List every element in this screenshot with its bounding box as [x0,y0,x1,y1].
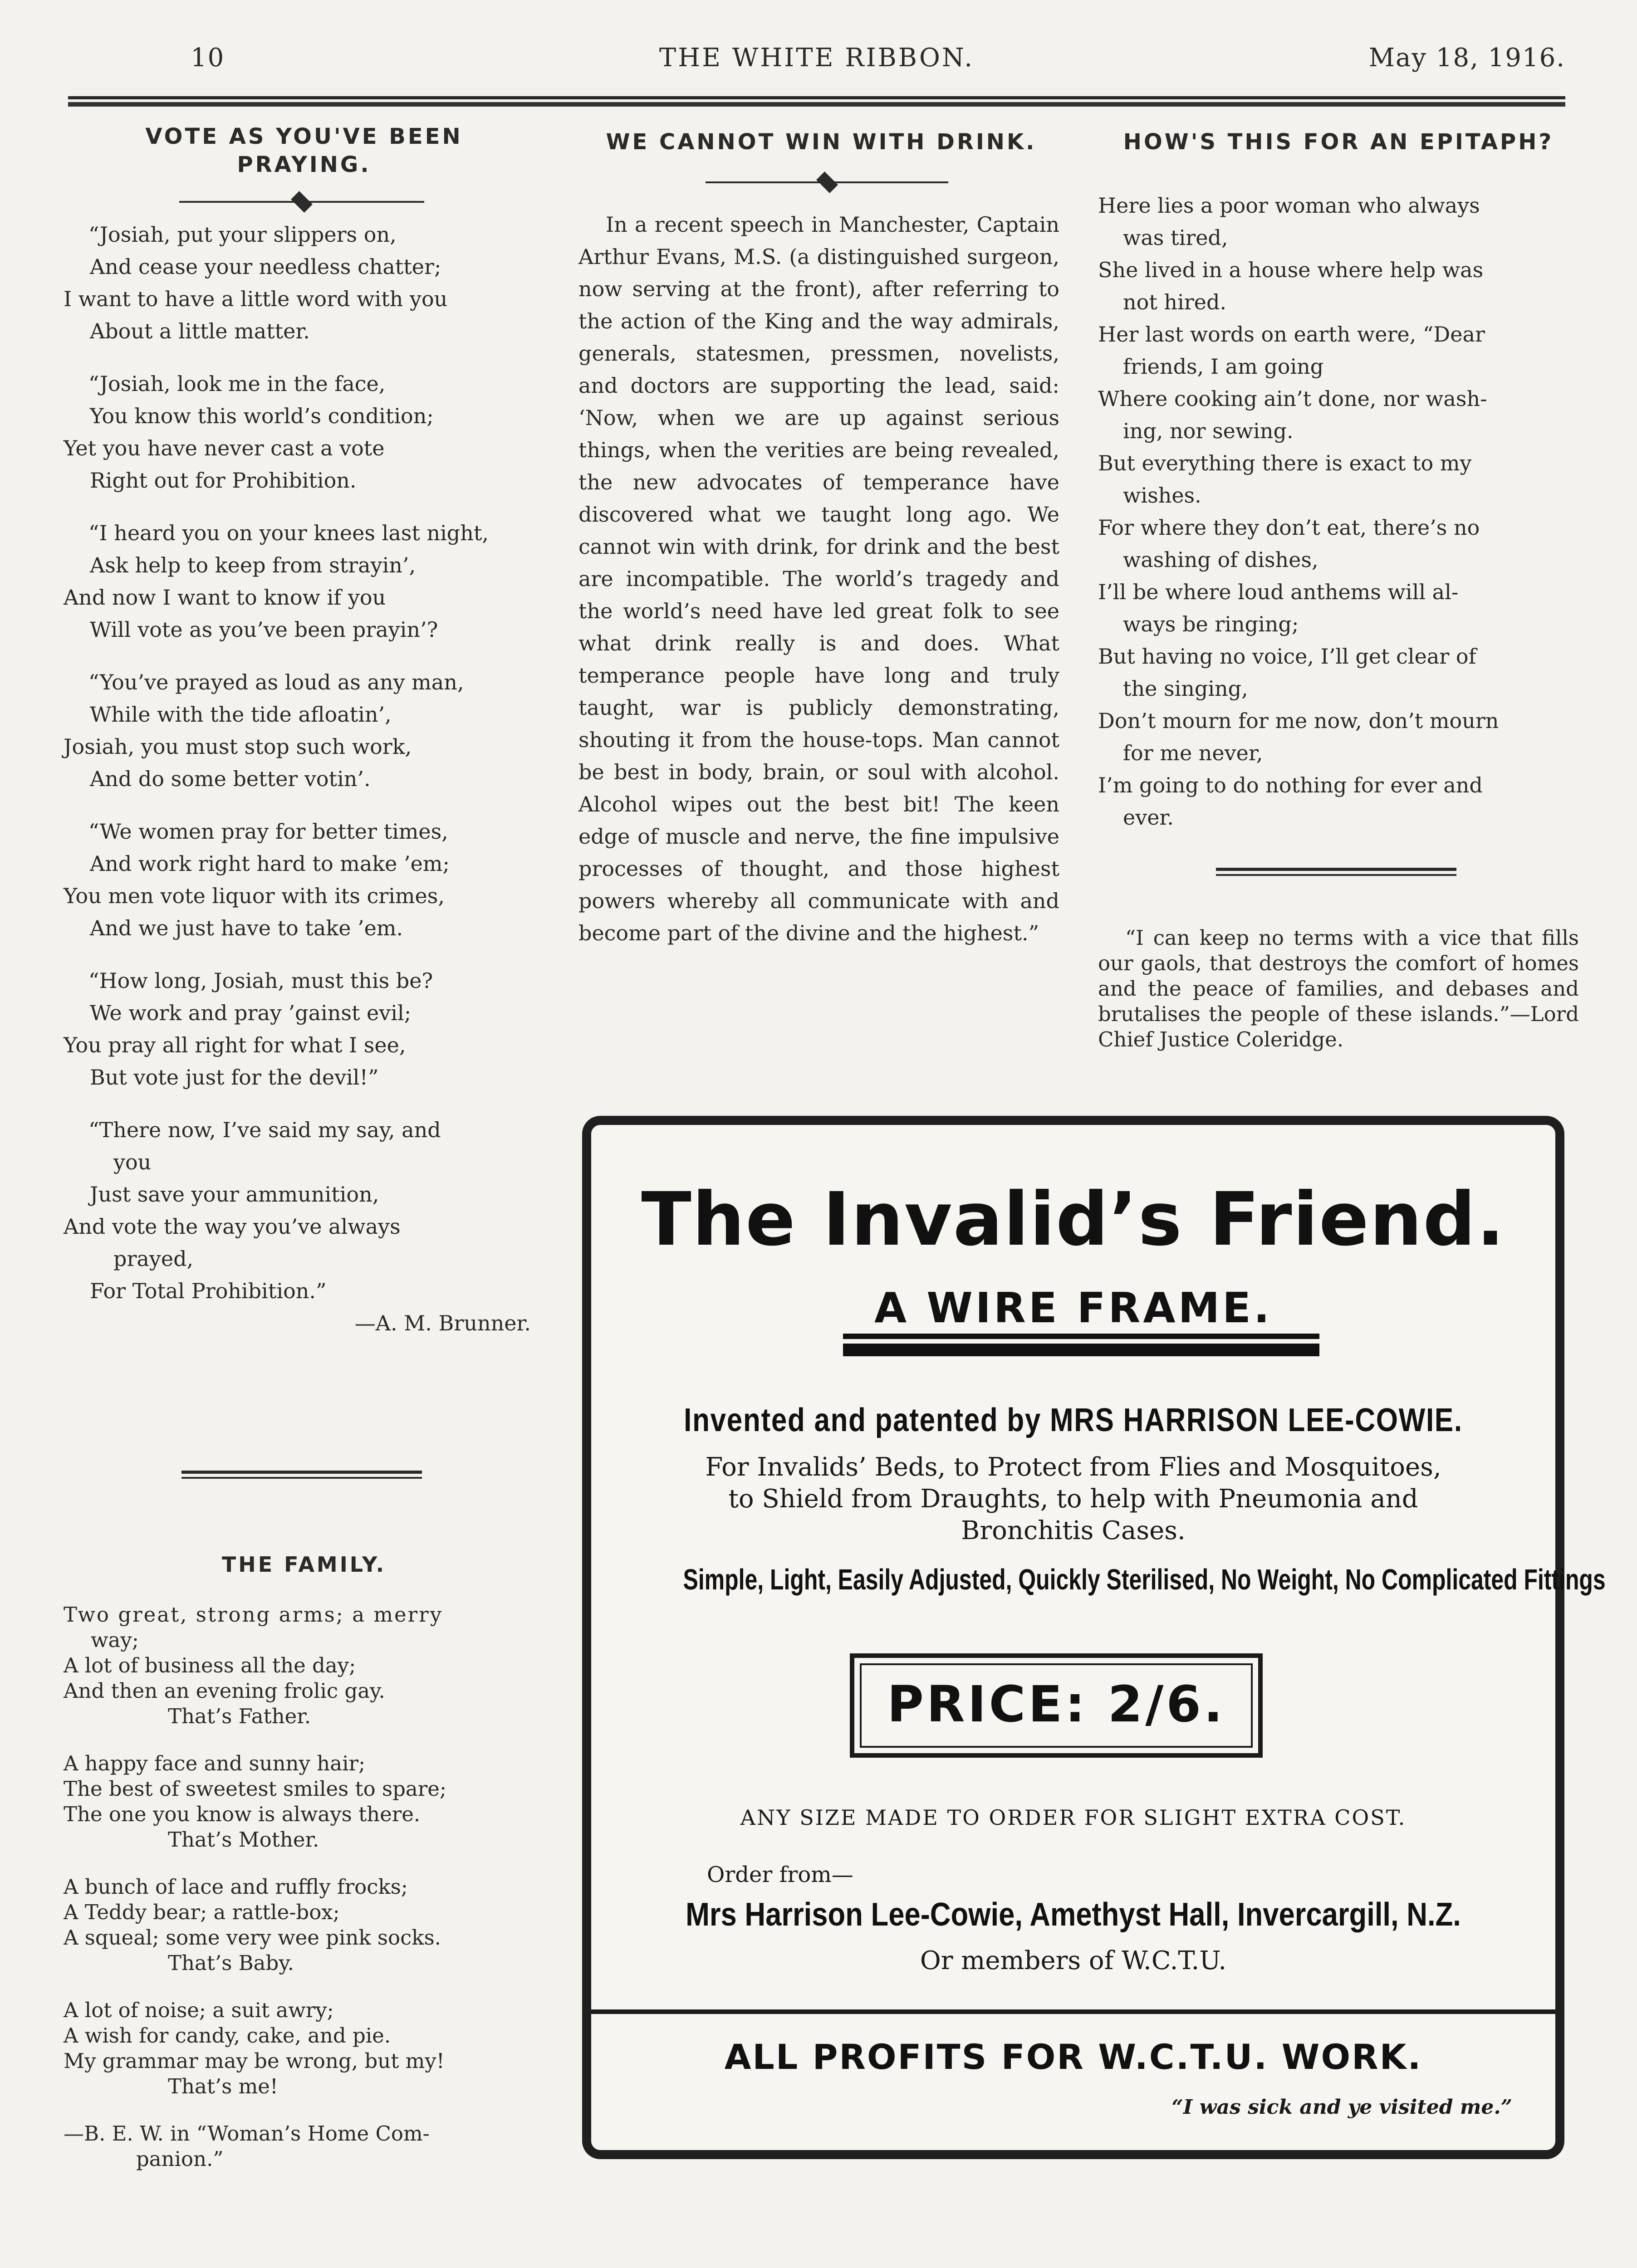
issue-date: May 18, 1916. [1368,43,1565,73]
advert-subtitle: A WIRE FRAME. [874,1284,1272,1332]
advert-motto: “I was sick and ye visited me.” [1171,2096,1512,2119]
section-rule [181,1471,422,1474]
drink-article-title: WE CANNOT WIN WITH DRINK. [606,129,1037,155]
ornament-divider [179,200,424,204]
family-poem-body: Two great, strong arms; a merry way; A lot of business all the day; And then an evening frolic gay. That’s Father. A happy face and sunny hair; The best of sweetest smiles to spare; The one you know is always there. That’s Mother. A bunch of lace and ruffly frocks; A Teddy bear; a rattle-box; A squeal; some very wee pink socks. That’s Baby. A lot of noise; a suit awry; A wish for candy, cake, and pie. My grammar may be wrong, but my! That’s me! —B. E. W. in “Woman’s Home Com- panion.” [64,1603,447,2171]
advert-profits: ALL PROFITS FOR W.C.T.U. WORK. [724,2037,1422,2077]
drink-article-body: In a recent speech in Manchester, Captain Arthur Evans, M.S. (a distinguished surgeon, now serving at the front), after referring to the action of the King and the way admirals, generals, statesmen, pressmen, novelists, and doctors are supporting the lead, said: ‘Now, when we are up against serious things, when the verities are being revealed, the new advocates of temperance have discovered what we taught long ago. We cannot win with drink, for drink and the best are incompatible. The world’s tragedy and the world’s need have led great folk to see what drink really is and does. What temperance people have long and truly taught, war is publicly demonstrating, shouting it from the house-tops. Man cannot be best in body, brain, or soul with alcohol. Alcohol wipes out the best bit! The keen edge of muscle and nerve, the fine impulsive processes of thought, and those highest powers whereby all communicate with and become part of the divine and the highest.” [578,212,1059,945]
vote-poem-body: “Josiah, put your slippers on, And cease your needless chatter; I want to have a little word with you About a little matter. “Josiah, look me in the face, You know this world’s condition; Yet you have never cast a vote Right out for Prohibition. “I heard you on your knees last night, Ask help to keep from strayin’, And now I want to know if you Will vote as you’ve been prayin’? “You’ve prayed as loud as any man, While with the tide afloatin’, Josiah, you must stop such work, And do some better votin’. “We women pray for better times, And work right hard to make ’em; You men vote liquor with its crimes, And we just have to take ’em. “How long, Josiah, must this be? We work and pray ’gainst evil; You pray all right for what I see, But vote just for the devil!” “There now, I’ve said my say, and you Just save your ammunition, And vote the way you’ve always prayed, For Total Prohibition.” —A. M. Brunner. [64,219,554,1339]
advert-title: The Invalid’s Friend. [641,1177,1505,1262]
masthead: THE WHITE RIBBON. [659,43,975,73]
price-box [850,1653,1263,1758]
advert-any-size: ANY SIZE MADE TO ORDER FOR SLIGHT EXTRA COST. [740,1805,1407,1830]
family-poem-title: THE FAMILY. [221,1552,387,1577]
advert-order-from: Order from— [707,1862,853,1887]
section-rule [1216,868,1456,871]
invalids-friend-advert [582,1116,1606,2159]
advert-address: Mrs Harrison Lee-Cowie, Amethyst Hall, Invercargill, N.Z. [686,1897,1461,1933]
advert-purpose: For Invalids’ Beds, to Protect from Flies and Mosquitoes, to Shield from Draughts, to help with Pneumonia and Bronchitis Cases. [705,1452,1441,1545]
header-rule [68,96,1565,108]
advert-inventor: Invented and patented by MRS HARRISON LEE-COWIE. [684,1402,1463,1438]
coleridge-quote: “I can keep no terms with a vice that fills our gaols, that destroys the comfort of homes and the peace of families, and debases and brutalises the people of these islands.”—Lord Chief Justice Coleridge. [1098,926,1579,1051]
page-number: 10 [191,43,225,73]
ornament-divider [706,180,948,185]
epitaph-body: Here lies a poor woman who always was tired, She lived in a house where help was not hired. Her last words on earth were, “Dear friends, I am going Where cooking ain’t done, nor wash- ing, nor sewing. But everything there is exact to my wishes. For where they don’t eat, there’s no washing of dishes, I’ll be where loud anthems will al- ways be ringing; But having no voice, I’ll get clear of the singing, Don’t mourn for me now, don’t mourn for me never, I’m going to do nothing for ever and ever. [1098,193,1499,830]
price-label: PRICE: 2/6. [887,1675,1225,1733]
vote-poem-author: —A. M. Brunner. [354,1311,531,1335]
advert-members: Or members of W.C.T.U. [920,1946,1227,1975]
advert-features: Simple, Light, Easily Adjusted, Quickly Sterilised, No Weight, No Complicated Fittings [683,1563,1606,1596]
epitaph-title: HOW'S THIS FOR AN EPITAPH? [1123,129,1554,155]
advert-divider [591,2009,1555,2014]
vote-poem-title: VOTE AS YOU'VE BEEN PRAYING. [145,124,463,177]
page-header [68,43,1565,79]
